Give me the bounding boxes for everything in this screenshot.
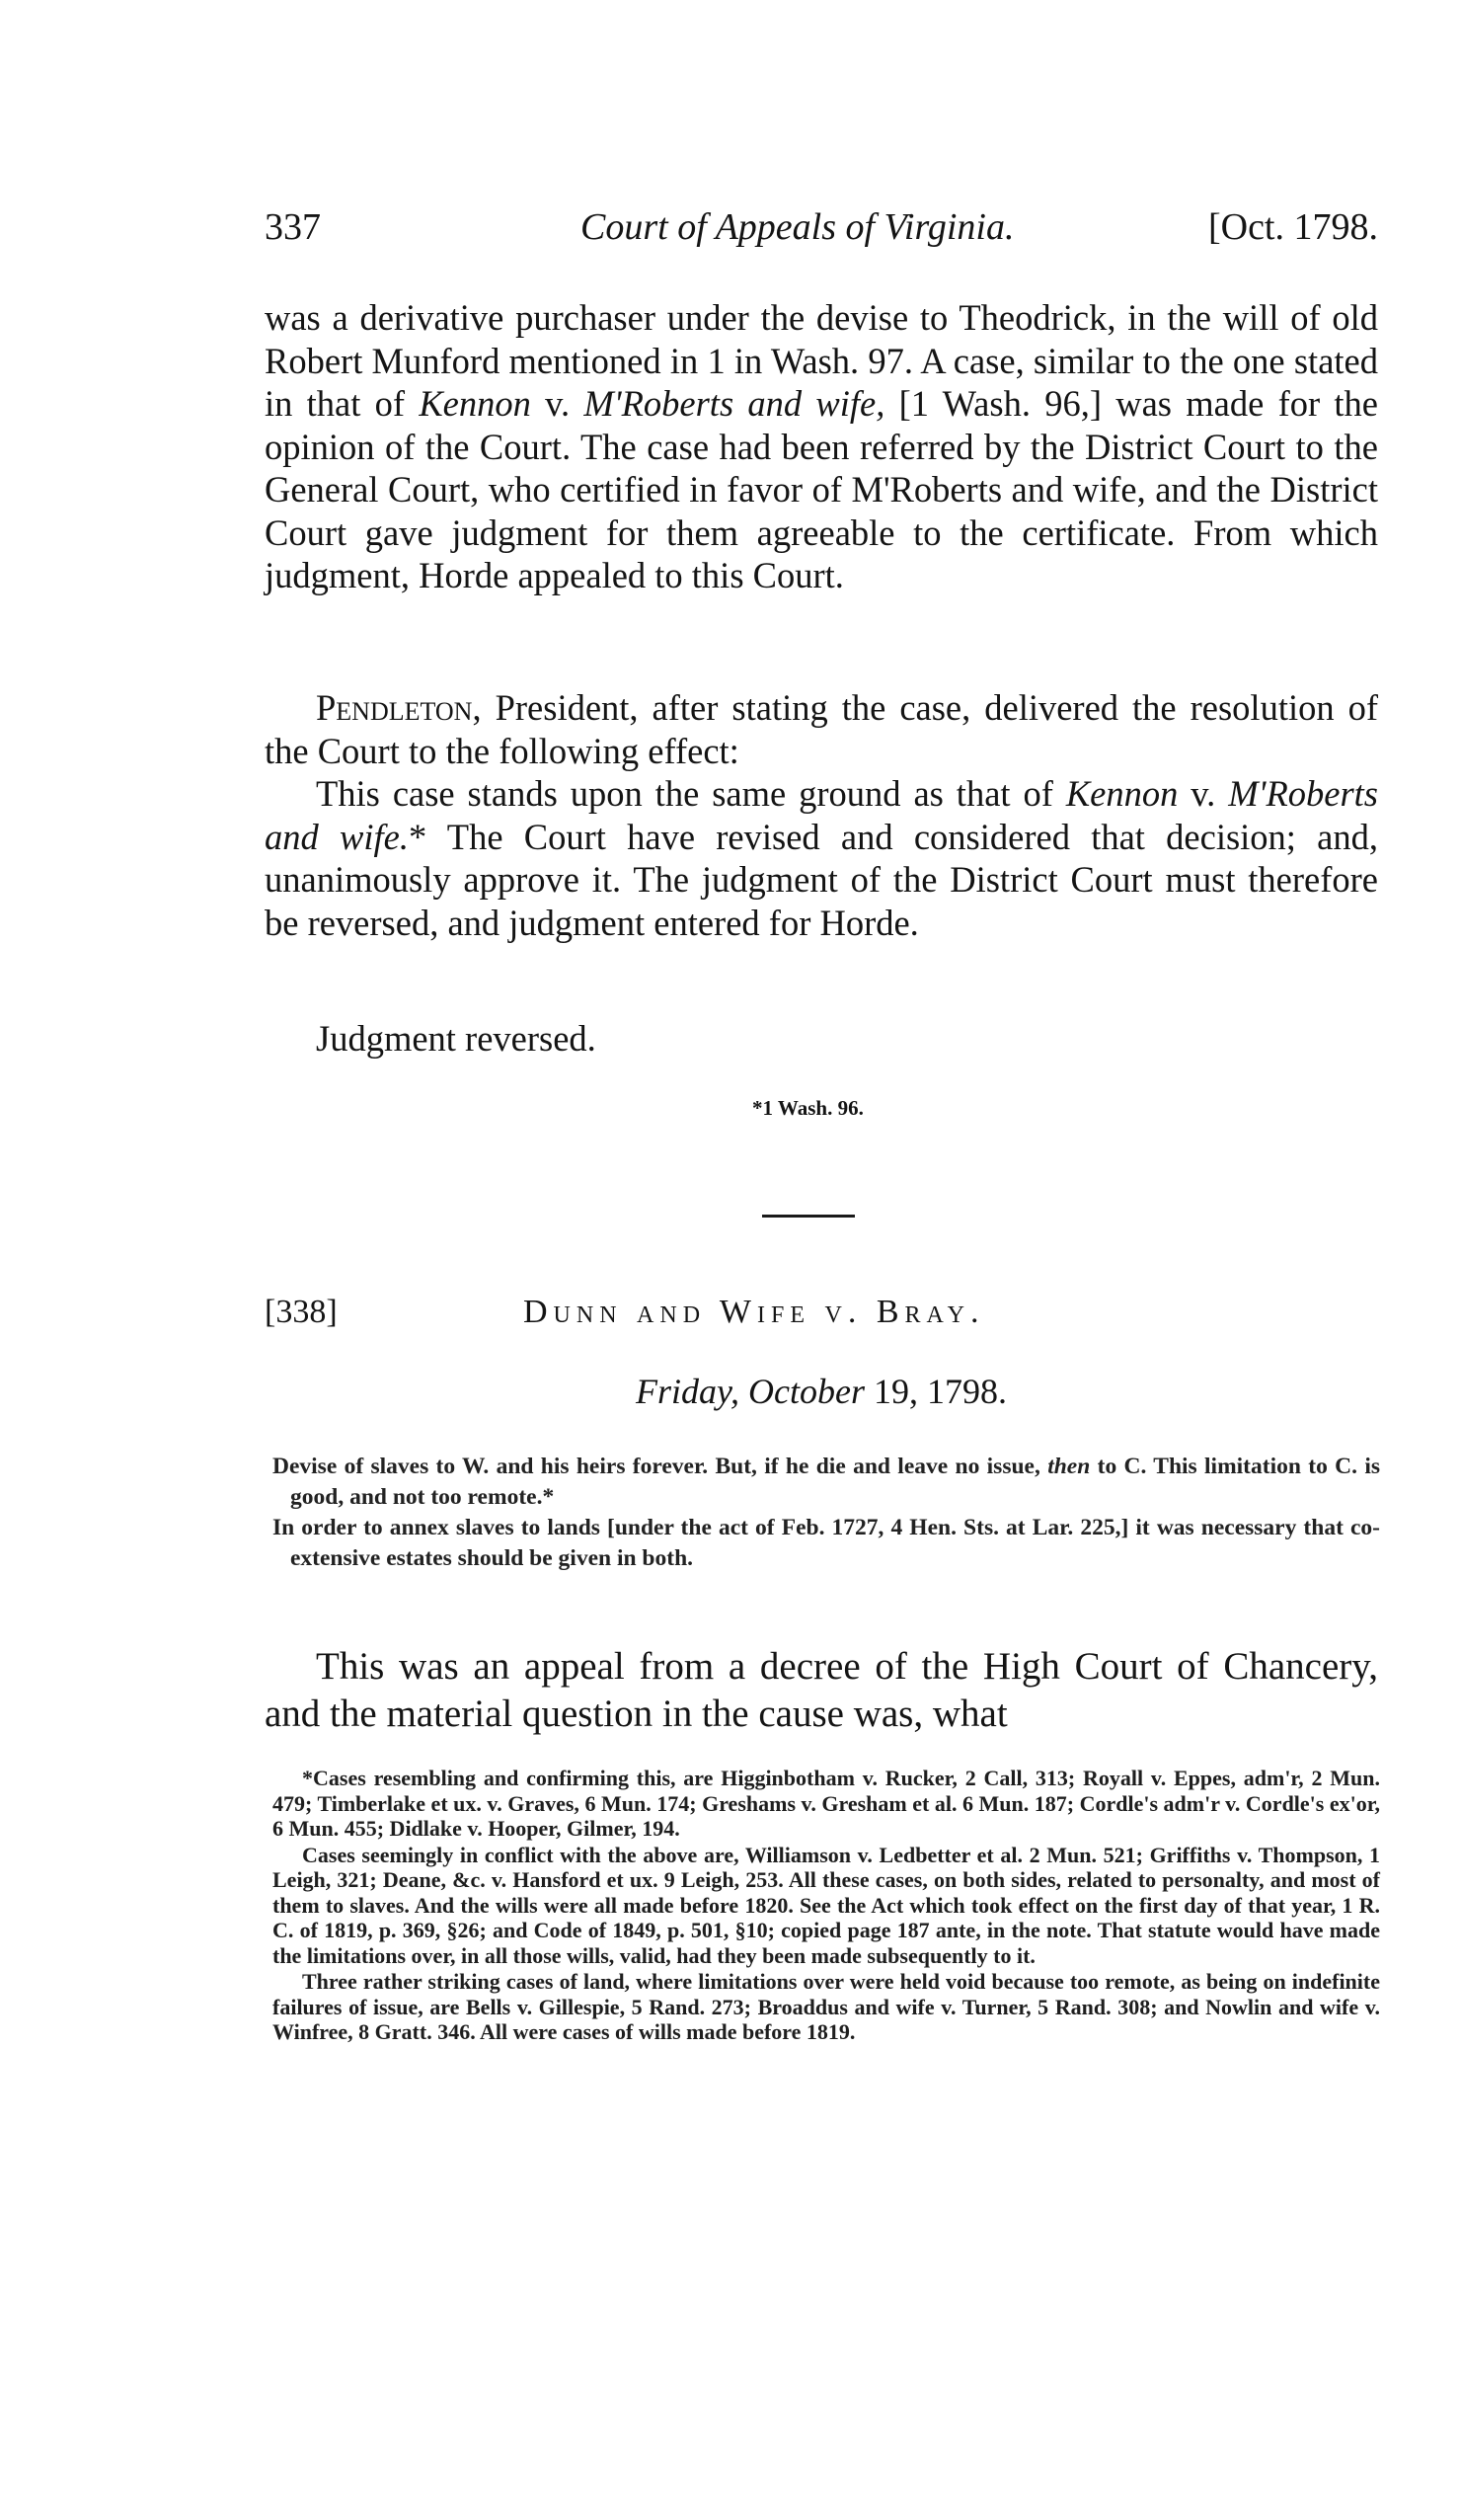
running-header <box>265 205 1378 257</box>
case-name: M'Roberts and wife. <box>265 773 1378 857</box>
section-divider <box>762 1215 855 1218</box>
headnote-2: In order to annex slaves to lands [under the act of Feb. 1727, 4 Hen. Sts. at Lar. 225,] it was necessary that co-extensive estates should be given in both. <box>272 1515 1380 1571</box>
case-opening <box>265 1643 1378 1738</box>
footnote-1: *Cases resembling and confirming this, are Higginbotham v. Rucker, 2 Call, 313; Royall v. Eppes, adm'r, 2 Mun. 479; Timberlake et ux. v. Graves, 6 Mun. 174; Greshams v. Gresham et al. 6 Mun. 187; Cordle's adm'r v. Cordle's ex'or, 6 Mun. 455; Didlake v. Hooper, Gilmer, 194. <box>272 1766 1380 1841</box>
continued-paragraph <box>265 296 1378 597</box>
footnote-2: Cases seemingly in conflict with the above are, Williamson v. Ledbetter et al. 2 Mun. 521; Griffiths v. Thompson, 1 Leigh, 321; Deane, &c. v. Hansford et ux. 9 Leigh, 253. All these cases, on both sides, related to personalty, and most of them to slaves. And the wills were all made before 1820. See the Act which took effect on the first day of that year, 1 R. C. of 1819, p. 369, §26; and Code of 1849, p. 501, §10; copied page 187 ante, in the note. That statute would have made the limitations over, in all those wills, valid, had they been made subsequently to it. <box>272 1842 1380 1968</box>
case-date-day: Friday, October <box>636 1372 865 1411</box>
opinion-intro <box>265 686 1378 772</box>
paragraph-text: , President, after stating the case, delivered the resolution of the Court to the following effect: <box>265 687 1378 771</box>
case-date <box>265 1371 1378 1412</box>
versus: v. <box>530 383 584 424</box>
running-title: Court of Appeals of Virginia. <box>580 206 1015 248</box>
headnote-text: to C. This limitation to C. is good, and not too remote.* <box>290 1454 1380 1510</box>
footnotes <box>272 1766 1380 2046</box>
paragraph-text: This case stands upon the same ground as that of <box>316 773 1066 814</box>
paragraph-text: [1 Wash. 96,] was made for the opinion of the Court. The case had been referred by the District Court to the General Court, who certified in favor of M'Roberts and wife, and the District Court gave judgment for them agreeable to the certificate. From which judgment, Horde appealed to this Court. <box>265 383 1378 595</box>
case-name: Kennon <box>1065 773 1179 814</box>
original-page-ref: [338] <box>265 1294 338 1330</box>
page-number: 337 <box>265 206 321 248</box>
footnote-3: Three rather striking cases of land, where limitations over were held void because too remote, as being on indefinite failures of issue, are Bells v. Gillespie, 5 Rand. 273; Broaddus and wife v. Turner, 5 Rand. 308; and Nowlin and wife v. Winfree, 8 Gratt. 346. All were cases of wills made before 1819. <box>272 1969 1380 2044</box>
case-name: M'Roberts and wife, <box>583 383 885 424</box>
case-heading <box>265 1294 1378 1343</box>
paragraph-text: was a derivative purchaser under the devise to Theodrick, in the will of old Robert Munford mentioned in 1 in Wash. 97. A case, similar to the one stated in that of <box>265 297 1378 424</box>
paragraph-text: The Court have revised and considered that decision; and, unanimously approve it. The judgment of the District Court must therefore be reversed, and judgment entered for Horde. <box>265 816 1379 943</box>
case-title: Dunn and Wife v. Bray. <box>523 1294 985 1330</box>
case-name: Kennon <box>419 383 531 424</box>
footnote-marker: * <box>408 816 427 857</box>
term-date: [Oct. 1798. <box>1207 206 1378 248</box>
opinion-paragraph <box>265 772 1378 944</box>
footnote-reference: *1 Wash. 96. <box>752 1096 864 1120</box>
opening-text: This was an appeal from a decree of the High Court of Chancery, and the material question in the cause was, what <box>265 1645 1378 1735</box>
versus: v. <box>1178 773 1229 814</box>
headnote-text: Devise of slaves to W. and his heirs forever. But, if he die and leave no issue, <box>272 1454 1048 1479</box>
headnotes <box>272 1452 1380 1574</box>
judge-name: Pendleton <box>316 687 473 728</box>
judgment-text: Judgment reversed. <box>316 1018 596 1059</box>
case-date-rest: 19, 1798. <box>864 1372 1007 1411</box>
judgment-line <box>265 1017 1378 1061</box>
headnote-emphasis: then <box>1047 1454 1091 1479</box>
headnote-1 <box>272 1452 1380 1513</box>
